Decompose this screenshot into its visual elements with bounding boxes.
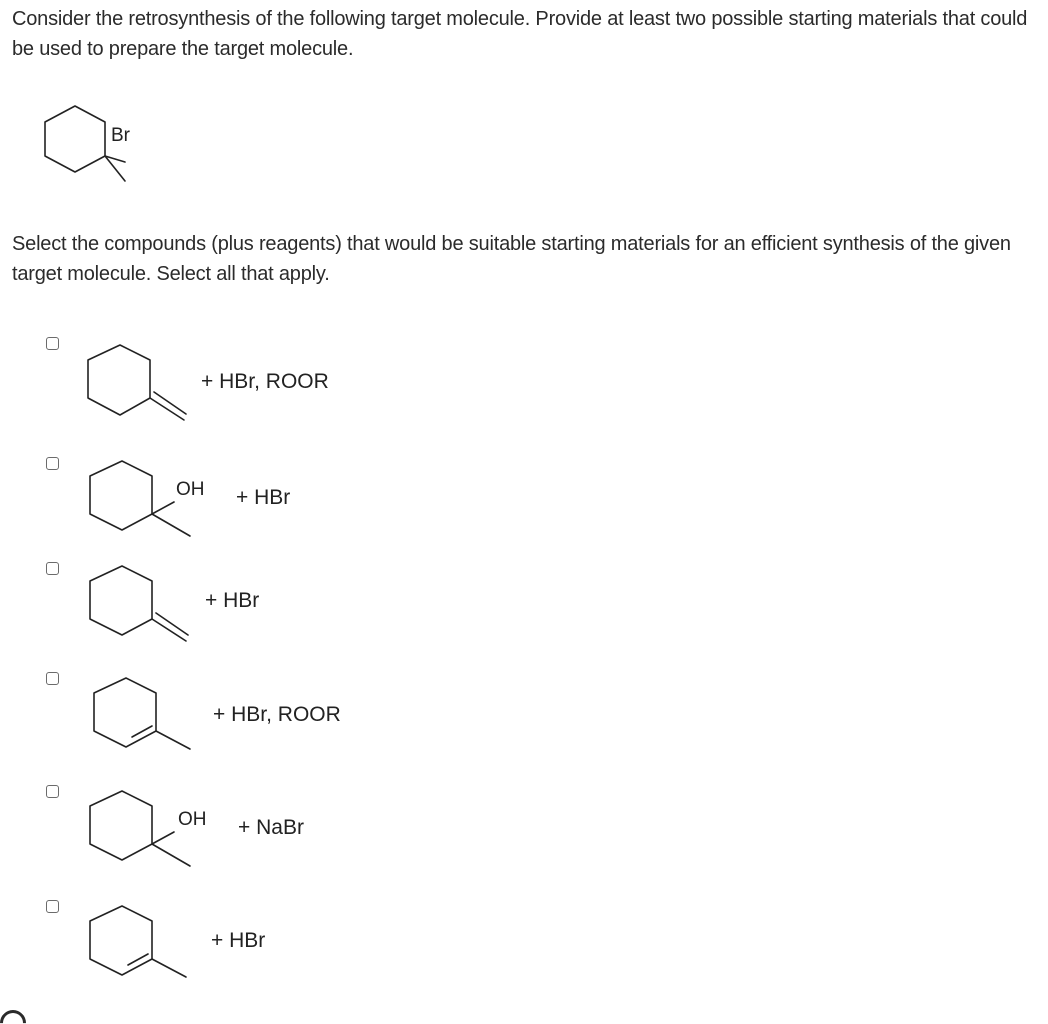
answer-option-5[interactable] [0,780,1048,890]
partial-icon [0,1005,31,1024]
option-3-structure [82,563,202,658]
option-5-hydroxyl-label: OH [178,809,207,830]
option-2-structure [82,458,212,553]
question-prompt: Consider the retrosynthesis of the following target molecule. Provide at least two possible starting materials that could be used to prepare the target molecule. [12,8,1028,60]
option-3-reagent: + HBr [205,589,260,612]
answer-option-4[interactable] [0,665,1048,775]
checkbox-option-5[interactable] [46,785,59,798]
option-5-structure [82,788,212,883]
option-2-reagent: + HBr [236,486,291,509]
option-4-structure [86,675,206,770]
answer-option-3[interactable] [0,555,1048,665]
target-molecule-structure [20,100,140,195]
answer-option-6[interactable] [0,893,1048,1003]
checkbox-option-3[interactable] [46,562,59,575]
checkbox-option-4[interactable] [46,672,59,685]
checkbox-option-6[interactable] [46,900,59,913]
question-instruction: Select the compounds (plus reagents) that would be suitable starting materials for an efficient synthesis of the given target molecule. Select all that apply. [12,233,1011,285]
option-4-reagent: + HBr, ROOR [213,703,341,726]
answer-option-2[interactable] [0,450,1048,560]
option-6-reagent: + HBr [211,929,266,952]
option-5-reagent: + NaBr [238,816,304,839]
target-bromine-label: Br [111,125,130,146]
answer-option-1[interactable] [0,330,1048,440]
checkbox-option-2[interactable] [46,457,59,470]
option-2-hydroxyl-label: OH [176,479,205,500]
option-1-structure [80,340,200,435]
option-1-reagent: + HBr, ROOR [201,370,329,393]
checkbox-option-1[interactable] [46,337,59,350]
option-6-structure [82,903,202,998]
